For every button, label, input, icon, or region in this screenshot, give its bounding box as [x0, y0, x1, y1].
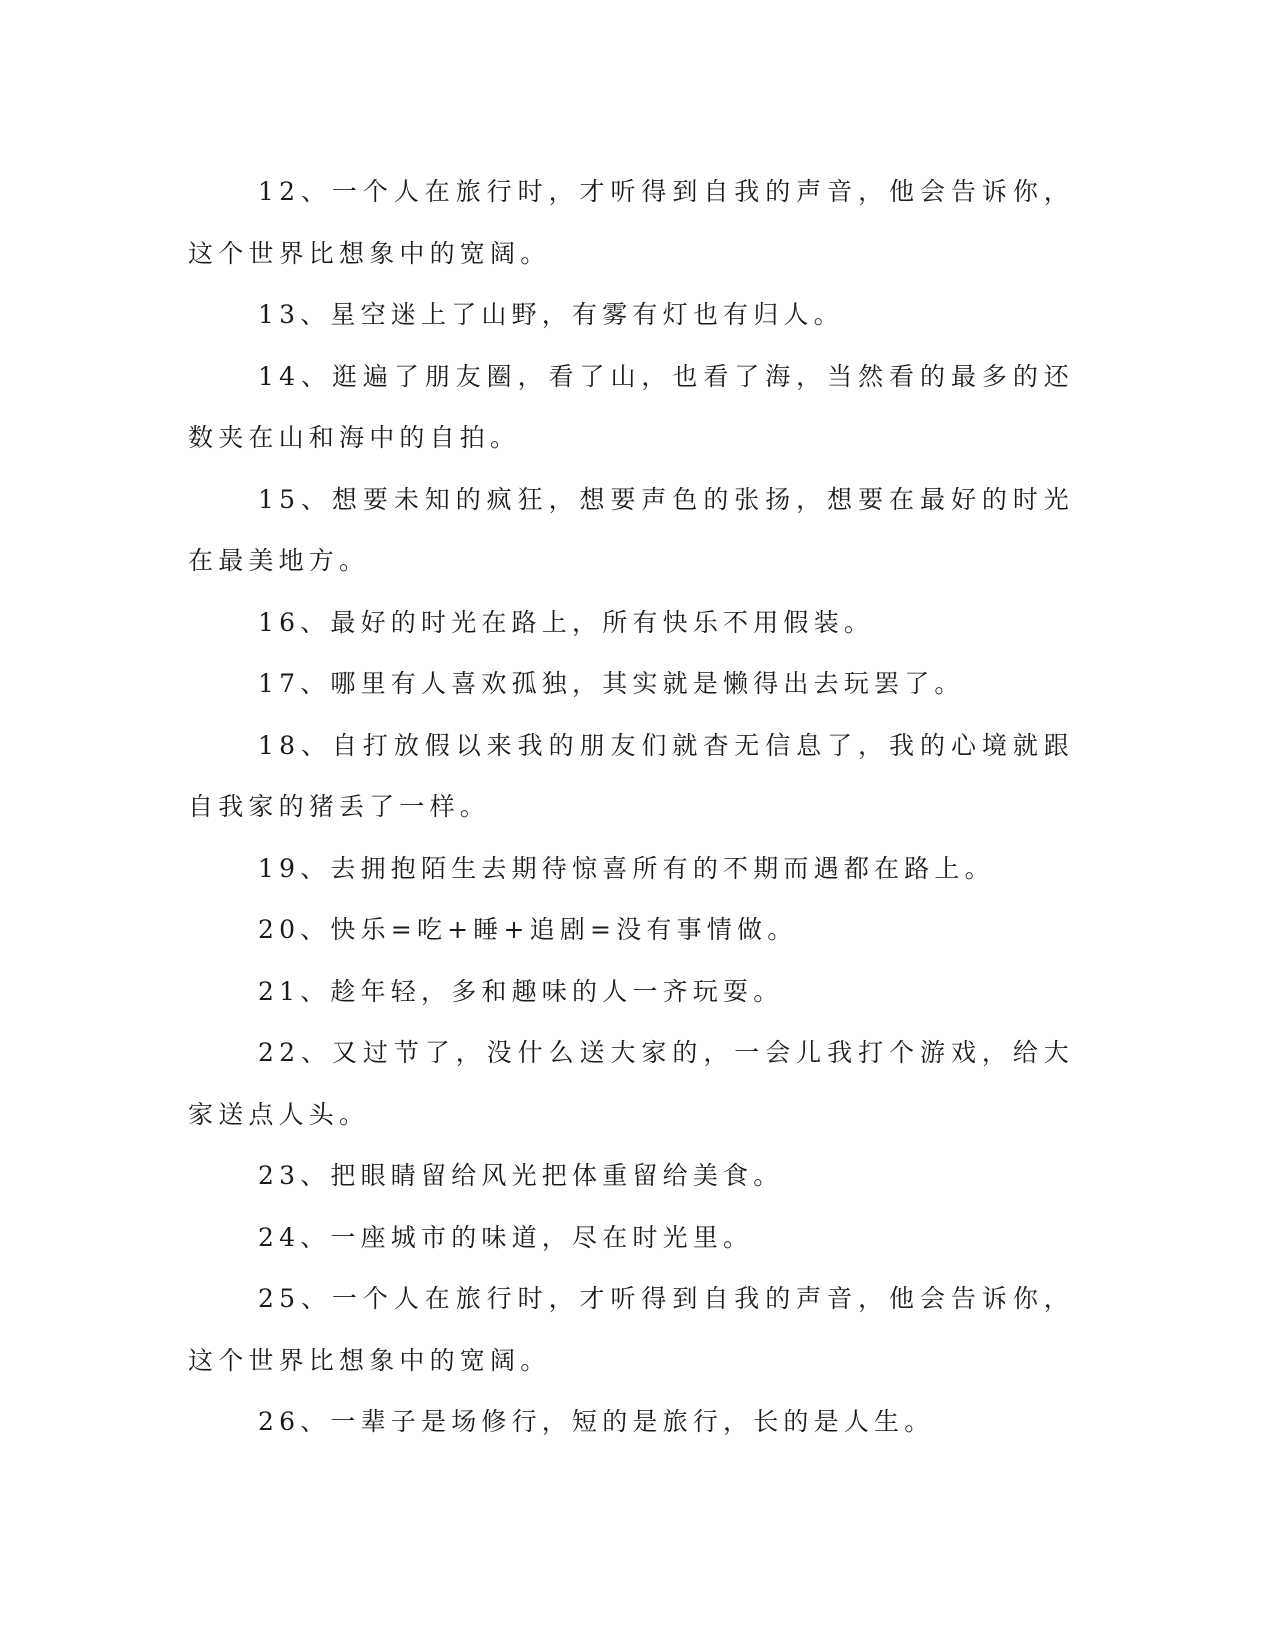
paragraph-22: 22、又过节了，没什么送大家的，一会儿我打个游戏，给大家送点人头。: [188, 1038, 1074, 1129]
paragraph-24: 24、一座城市的味道，尽在时光里。: [258, 1222, 754, 1252]
paragraph-20: 20、快乐=吃+睡+追剧=没有事情做。: [258, 915, 798, 944]
paragraph-14: 14、逛遍了朋友圈，看了山，也看了海，当然看的最多的还数夹在山和海中的自拍。: [188, 361, 1074, 452]
paragraph-19: 19、去拥抱陌生去期待惊喜所有的不期而遇都在路上。: [258, 853, 995, 883]
paragraph-23: 23、把眼睛留给风光把体重留给美食。: [258, 1161, 784, 1190]
paragraph-15: 15、想要未知的疯狂，想要声色的张扬，想要在最好的时光在最美地方。: [188, 484, 1074, 575]
paragraph-16: 16、最好的时光在路上，所有快乐不用假装。: [258, 607, 875, 637]
paragraph-18: 18、自打放假以来我的朋友们就杳无信息了，我的心境就跟自我家的猪丢了一样。: [188, 730, 1074, 821]
paragraph-25: 25、一个人在旅行时，才听得到自我的声音，他会告诉你，这个世界比想象中的宽阔。: [188, 1284, 1074, 1375]
document-body: [188, 161, 1074, 1453]
paragraph-21: 21、趁年轻，多和趣味的人一齐玩耍。: [258, 976, 784, 1006]
paragraph-12: 12、一个人在旅行时，才听得到自我的声音，他会告诉你，这个世界比想象中的宽阔。: [188, 177, 1074, 268]
paragraph-17: 17、哪里有人喜欢孤独，其实就是懒得出去玩罢了。: [258, 669, 965, 698]
paragraph-26: 26、一辈子是场修行，短的是旅行，长的是人生。: [258, 1407, 935, 1436]
paragraph-13: 13、星空迷上了山野，有雾有灯也有归人。: [258, 300, 844, 329]
